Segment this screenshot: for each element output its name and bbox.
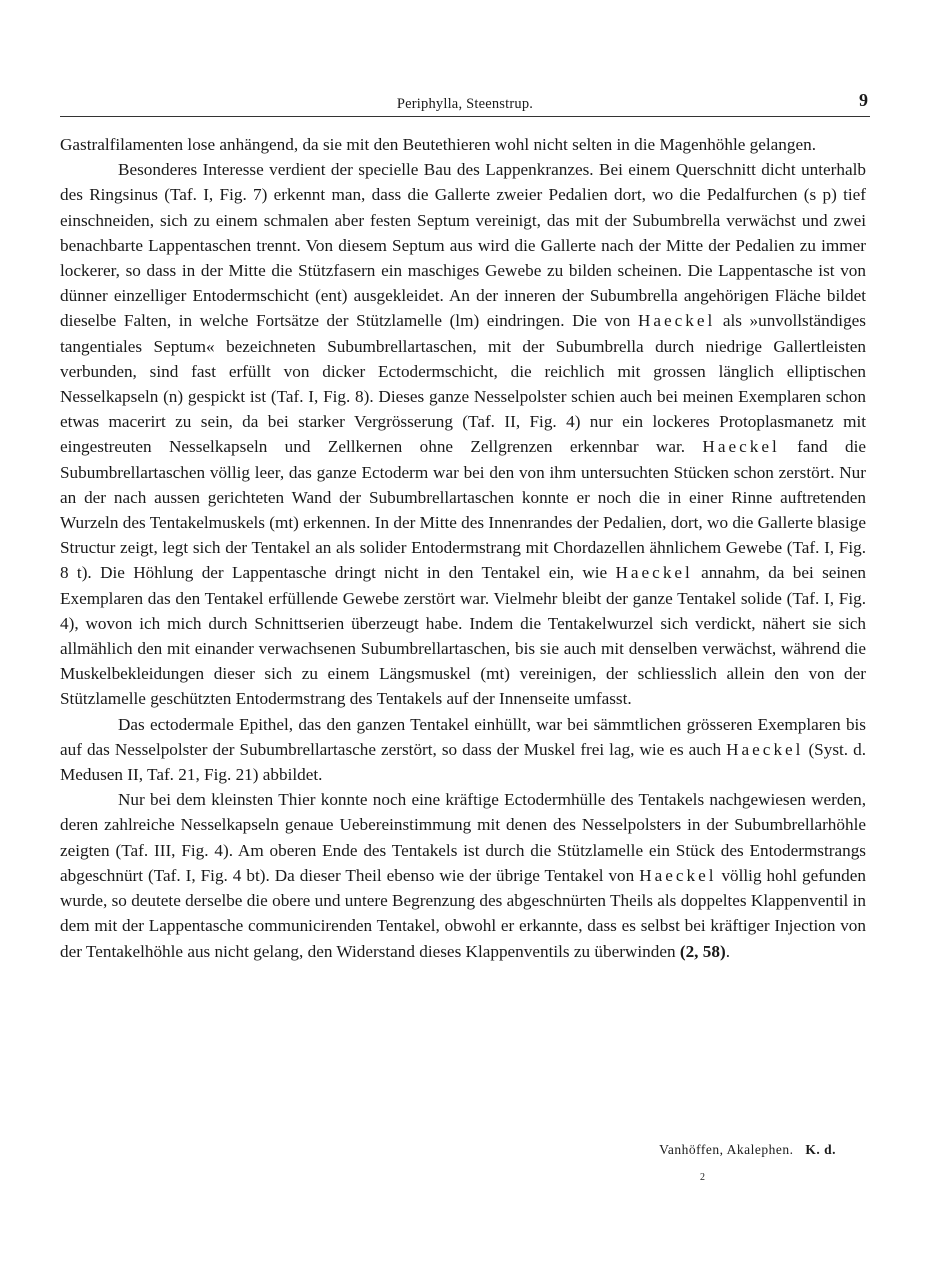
author-name: Haeckel: [726, 739, 804, 759]
signature-text: Vanhöffen, Akalephen.: [659, 1142, 794, 1157]
author-name: Haeckel: [702, 437, 780, 457]
text-run: Gastralfilamenten lose anhängend, da sie mit den Beutethieren wohl nicht selten in die Magenhöhle gelangen.: [60, 135, 817, 154]
text-run: Besonderes Interesse verdient der specielle Bau des Lappenkranzes. Bei einem Querschnitt dicht unterhalb des Ringsinus (Taf. I, Fig. 7) erkennt man, dass die Gallerte zweier Pedalien dort, wo die Pedalfurchen (s p) tief einschneiden, sich zu einem schmalen aber festen Septum vereinigt, das mit der Subumbrella verwächst und zwei benachbarte Lappentaschen trennt. Von diesem Septum aus wird die Gallerte nach der Mitte der Pedalien zu immer lockerer, so dass in der Mitte die Stützfasern ein maschiges Gewebe zu bilden scheinen. Die Lappentasche ist von dünner einzelliger Entodermschicht (ent) ausgekleidet. An der inneren der Subumbrella angehörigen Fläche bildet dieselbe Falten, in welche Fortsätze der Stützlamelle (lm) eindringen. Die von: [60, 160, 866, 331]
sheet-signature: [659, 1142, 836, 1158]
text-run: .: [725, 941, 730, 961]
author-name: Haeckel: [615, 563, 693, 583]
text-run: als »unvollständiges tangentiales Septum« bezeichneten Subumbrellartaschen, mit der Subumbrella durch niedrige Gallertleisten verbunden, sind fast erfüllt von dicker Ectodermschicht, die reichlich mit grossen länglich elliptischen Nesselkapseln (n) gespickt ist (Taf. I, Fig. 8). Dieses ganze Nesselpolster schien auch bei meinen Exemplaren schon etwas macerirt zu sein, da bei starker Vergrösserung (Taf. II, Fig. 4) nur ein lockeres Protoplasmanetz mit eingestreuten Nesselkapseln und Zellkernen ohne Zellgrenzen erkennbar war.: [60, 311, 866, 457]
paragraph-3: [60, 712, 866, 788]
header-rule: [60, 116, 870, 117]
running-title: Periphylla, Steenstrup.: [396, 96, 534, 112]
text-run: völlig hohl gefunden wurde, so deutete derselbe die obere und untere Begrenzung des abgeschnürten Theils als doppeltes Klappenventil in dem mit der Lappentasche communicirenden Tentakel, obwohl er erkannte, dass es selbst bei kräftiger Injection von der Tentakelhöhle aus nicht gelang, den Widerstand dieses Klappenventils zu überwinden: [60, 865, 866, 961]
author-name: Haeckel: [639, 865, 717, 885]
text-run: annahm, da bei seinen Exemplaren das den Tentakel erfüllende Gewebe zerstört war. Vielmehr bleibt der ganze Tentakel solide (Taf. I, Fig. 4), wovon ich mich durch Schnittserien überzeugt habe. Indem die Tentakelwurzel sich verdickt, nähert sie sich allmählich den mit einander verwachsenen Subumbrellartaschen, bis sie auch mit denselben verwächst, während die Muskelbekleidungen dieser sich zu einem Längsmuskel (mt) vereinigen, der schliesslich allein den von der Stützlamelle geschützten Entodermstrang des Tentakels auf der Innenseite umfasst.: [60, 563, 866, 709]
text-run: Das ectodermale Epithel, das den ganzen Tentakel einhüllt, war bei sämmtlichen grösseren Exemplaren bis auf das Nesselpolster der Subumbrellartasche zerstört, so dass der Muskel frei lag, wie es auch: [60, 714, 866, 759]
paragraph-4: [60, 787, 866, 963]
sheet-number: 2: [700, 1172, 705, 1183]
citation-reference: (2, 58): [679, 941, 726, 961]
text-run: fand die Subumbrellartaschen völlig leer, das ganze Ectoderm war bei den von ihm untersuchten Stücken schon zerstört. Nur an der nach aussen gerichteten Wand der Subumbrellartaschen konnte er noch die in einer Rinne auftretenden Wurzeln des Tentakelmuskels (mt) erkennen. In der Mitte des Innenrandes der Pedalien, dort, wo die Gallerte blasige Structur zeigt, legt sich der Tentakel an als solider Entodermstrang mit Chordazellen ähnlichem Gewebe (Taf. I, Fig. 8 t). Die Höhlung der Lappentasche dringt nicht in den Tentakel ein, wie: [60, 437, 866, 583]
paragraph-2: [60, 157, 866, 711]
paragraph-1: [60, 132, 866, 157]
signature-mark: K. d.: [805, 1142, 836, 1157]
author-name: Haeckel: [637, 311, 716, 331]
text-run: (Syst. d. Medusen II, Taf. 21, Fig. 21) abbildet.: [60, 739, 867, 785]
text-run: Nur bei dem kleinsten Thier konnte noch eine kräftige Ectodermhülle des Tentakels nachgewiesen werden, deren zahlreiche Nesselkapseln genaue Uebereinstimmung mit denen des Nesselpolsters in der Subumbrellarhöhle zeigten (Taf. III, Fig. 4). Am oberen Ende des Tentakels ist durch die Stützlamelle ein Stück des Entodermstrangs abgeschnürt (Taf. I, Fig. 4 bt). Da dieser Theil ebenso wie der übrige Tentakel von: [60, 790, 866, 885]
running-header: [60, 90, 870, 118]
page-number: 9: [859, 90, 868, 110]
body-text: [60, 132, 866, 964]
